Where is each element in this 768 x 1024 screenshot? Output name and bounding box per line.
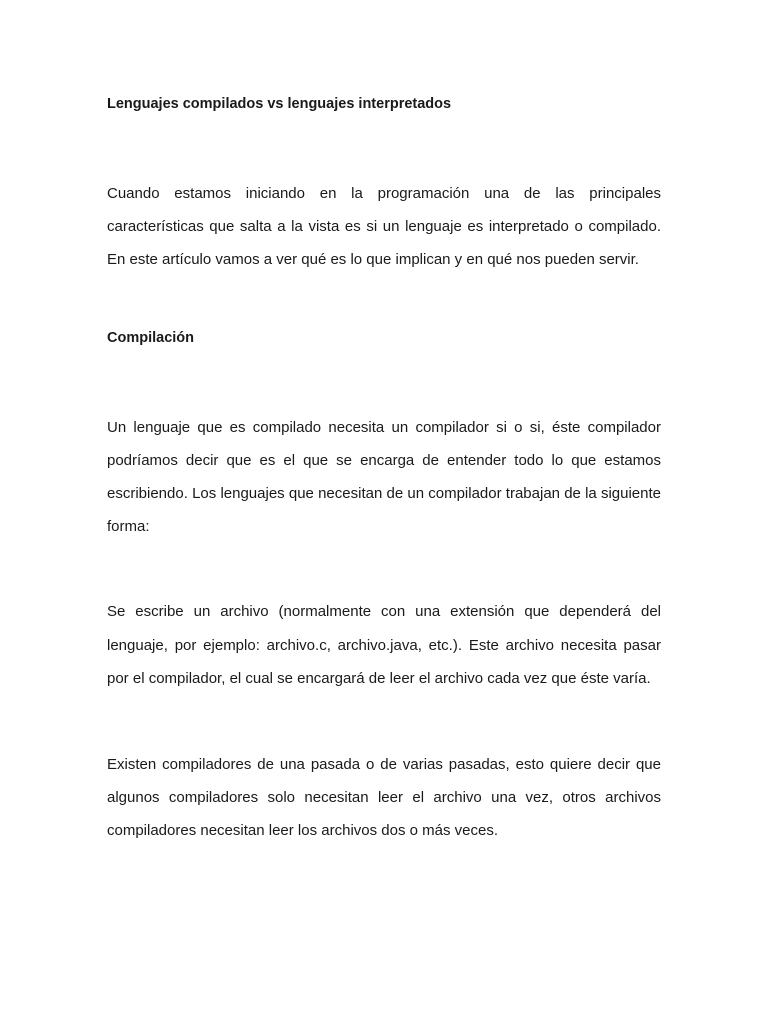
paragraph-compilado: Un lenguaje que es compilado necesita un compilador si o si, éste compilador podríamos decir que es el que se encarga de entender todo lo que estamos escribiendo. Los lenguajes que necesitan de un compilador trabajan de la siguiente forma: bbox=[107, 418, 661, 536]
paragraph-pasadas: Existen compiladores de una pasada o de varias pasadas, esto quiere decir que algunos compiladores solo necesitan leer el archivo una vez, otros archivos compiladores necesitan leer los archivos dos o más veces. bbox=[107, 756, 661, 840]
document-title: Lenguajes compilados vs lenguajes interpretados bbox=[107, 96, 452, 112]
section-heading-compilacion: Compilación bbox=[107, 329, 195, 346]
paragraph-archivo: Se escribe un archivo (normalmente con una extensión que dependerá del lenguaje, por ejemplo: archivo.c, archivo.java, etc.). Este archivo necesita pasar por el compilador, el cual se encargará de leer el archivo cada vez que éste varía. bbox=[107, 603, 661, 687]
document-body bbox=[107, 93, 661, 848]
intro-paragraph: Cuando estamos iniciando en la programación una de las principales características que salta a la vista es si un lenguaje es interpretado o compilado. En este artículo vamos a ver qué es lo que implican y en qué nos pueden servir. bbox=[107, 185, 661, 269]
